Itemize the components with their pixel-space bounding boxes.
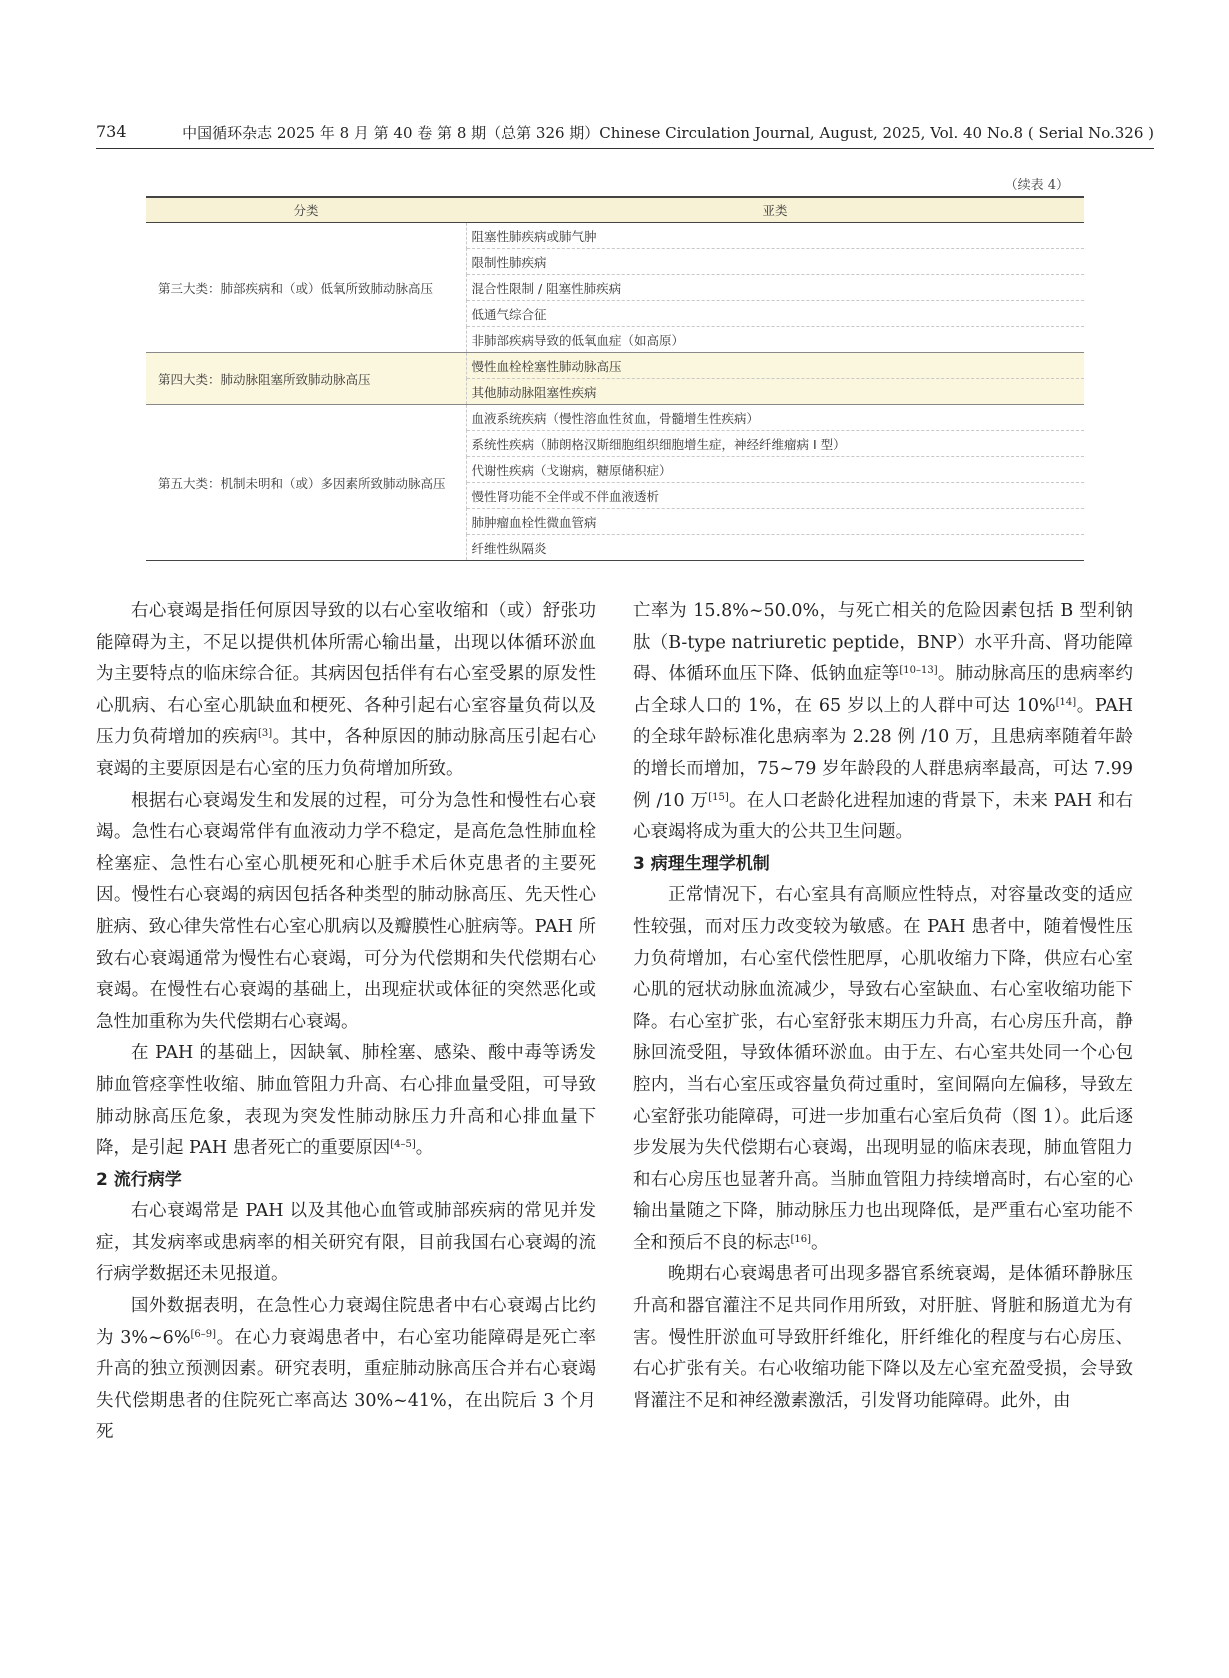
paragraph-text: 国外数据表明，在急性心力衰竭住院患者中右心衰竭占比约为 3%~6% [96,1296,596,1348]
subtype-cell: 血液系统疾病（慢性溶血性贫血，骨髓增生性疾病） [466,405,1084,431]
category-cell: 第四大类：肺动脉阻塞所致肺动脉高压 [146,353,466,405]
citation: [4–5] [390,1139,416,1151]
paragraph: 右心衰竭常是 PAH 以及其他心血管或肺部疾病的常见并发症，其发病率或患病率的相关研究有限，目前我国右心衰竭的流行病学数据还未见报道。 [96,1201,596,1285]
running-header [96,120,1154,149]
subtype-cell: 系统性疾病（肺朗格汉斯细胞组织细胞增生症，神经纤维瘤病 Ⅰ 型） [466,431,1084,457]
paragraph: 晚期右心衰竭患者可出现多器官系统衰竭，是体循环静脉压升高和器官灌注不足共同作用所致，对肝脏、肾脏和肠道尤为有害。慢性肝淤血可导致肝纤维化，肝纤维化的程度与右心房压、右心扩张有关。右心收缩功能下降以及左心室充盈受损，会导致肾灌注不足和神经激素激活，引发肾功能障碍。此外，由 [633,1264,1133,1411]
paragraph [96,596,596,786]
paragraph-text: 。 [811,1232,829,1253]
paragraph-text: 亡率为 15.8%~50.0%，与死亡相关的危险因素包括 B 型利钠肽（B-type natriuretic peptide，BNP）水平升高、肾功能障碍、体循环血压下降、低钠血症等 [633,601,1133,685]
paragraph-text: 。在人口老龄化进程加速的背景下，未来 PAH 和右心衰竭将成为重大的公共卫生问题。 [633,790,1133,843]
paragraph-text: 。肺动脉高压的患病率约占全球人口的 1%，在 65 岁以上的人群中可达 10% [633,664,1134,716]
subtype-cell: 其他肺动脉阻塞性疾病 [466,379,1084,405]
header-category: 分类 [146,197,466,223]
table-header-row [146,197,1084,223]
paragraph-text: 。 [415,1138,434,1159]
paragraph-text: 。PAH 的全球年龄标准化患病率为 2.28 例 /10 万，且患病率随着年龄的增长而增加，75~79 岁年龄段的人群患病率最高，可达 7.99 例 /10 万 [633,695,1133,811]
paragraph [633,880,1133,1259]
page-number: 734 [96,122,127,141]
subtype-cell: 低通气综合征 [466,301,1084,327]
right-column [633,596,1133,1417]
table-continued-label: （续表 4） [1004,178,1069,193]
citation: [14] [1055,696,1077,708]
subtype-cell: 代谢性疾病（戈谢病，糖原储积症） [466,457,1084,483]
subtype-cell: 混合性限制 / 阻塞性肺疾病 [466,275,1084,301]
subtype-cell: 肺肿瘤血栓性微血管病 [466,509,1084,535]
paragraph: 根据右心衰竭发生和发展的过程，可分为急性和慢性右心衰竭。急性右心衰竭常伴有血液动力学不稳定，是高危急性肺血栓栓塞症、急性右心室心肌梗死和心脏手术后休克患者的主要死因。慢性右心衰竭的病因包括各种类型的肺动脉高压、先天性心脏病、致心律失常性右心室心肌病以及瓣膜性心脏病等。PAH 所致右心衰竭通常为慢性右心衰竭，可分为代偿期和失代偿期右心衰竭。在慢性右心衰竭的基础上，出现症状或体征的突然恶化或急性加重称为失代偿期右心衰竭。 [96,790,596,1032]
subtype-cell: 慢性血栓栓塞性肺动脉高压 [466,353,1084,379]
section-heading: 2 流行病学 [96,1169,182,1190]
citation: [15] [708,791,729,803]
category-cell: 第三大类：肺部疾病和（或）低氧所致肺动脉高压 [146,223,466,353]
classification-table [146,196,1084,561]
paragraph-text: 在 PAH 的基础上，因缺氧、肺栓塞、感染、酸中毒等诱发肺血管痉挛性收缩、肺血管阻力升高、右心排血量受阻，可导致肺动脉高压危象，表现为突发性肺动脉压力升高和心排血量下降，是引起 PAH 患者死亡的重要原因 [96,1043,596,1159]
category-cell: 第五大类：机制未明和（或）多因素所致肺动脉高压 [146,405,466,561]
table-row [146,405,1084,431]
table-row [146,353,1084,379]
journal-line: 中国循环杂志 2025 年 8 月 第 40 卷 第 8 期（总第 326 期）Chinese Circulation Journal, August, 2025, Vol. 40 No.8 ( Serial No.326 ) [182,124,1154,142]
subtype-cell: 限制性肺疾病 [466,249,1084,275]
paragraph [96,1291,596,1449]
citation: [10–13] [899,665,938,677]
header-subtype: 亚类 [466,197,1084,223]
subtype-cell: 非肺部疾病导致的低氧血症（如高原） [466,327,1084,353]
paragraph [633,596,1133,849]
citation: [16] [790,1233,812,1245]
paragraph-text: 。其中，各种原因的肺动脉高压引起右心衰竭的主要原因是右心室的压力负荷增加所致。 [96,727,597,779]
subtype-cell: 纤维性纵隔炎 [466,535,1084,561]
table-row [146,223,1084,249]
paragraph-text: 右心衰竭是指任何原因导致的以右心室收缩和（或）舒张功能障碍为主，不足以提供机体所需心输出量，出现以体循环淤血为主要特点的临床综合征。其病因包括伴有右心室受累的原发性心肌病、右心室心肌缺血和梗死、各种引起右心室容量负荷以及压力负荷增加的疾病 [96,601,596,748]
subtype-cell: 阻塞性肺疾病或肺气肿 [466,223,1084,249]
paragraph-text: 正常情况下，右心室具有高顺应性特点，对容量改变的适应性较强，而对压力改变较为敏感。在 PAH 患者中，随着慢性压力负荷增加，右心室代偿性肥厚，心肌收缩力下降，供应右心室心肌的冠状动脉血流减少，导致右心室缺血、右心室收缩功能下降。右心室扩张，右心室舒张末期压力升高，右心房压升高，静脉回流受阻，导致体循环淤血。由于左、右心室共处同一个心包腔内，当右心室压或容量负荷过重时，室间隔向左偏移，导致左心室舒张功能障碍，可进一步加重右心室后负荷（图 1）。此后逐步发展为失代偿期右心衰竭，出现明显的临床表现，肺血管阻力和右心房压也显著升高。当肺血管阻力持续增高时，右心室的心输出量随之下降，肺动脉压力也出现降低，是严重右心室功能不全和预后不良的标志 [633,885,1133,1253]
paragraph-text: 。在心力衰竭患者中，右心室功能障碍是死亡率升高的独立预测因素。研究表明，重症肺动脉高压合并右心衰竭失代偿期患者的住院死亡率高达 30%~41%，在出院后 3 个月死 [96,1327,596,1443]
subtype-cell: 慢性肾功能不全伴或不伴血液透析 [466,483,1084,509]
left-column [96,596,596,1449]
section-heading: 3 病理生理学机制 [633,853,770,874]
citation: [6–9] [190,1328,216,1340]
paragraph [96,1038,596,1164]
citation: [3] [257,728,273,740]
